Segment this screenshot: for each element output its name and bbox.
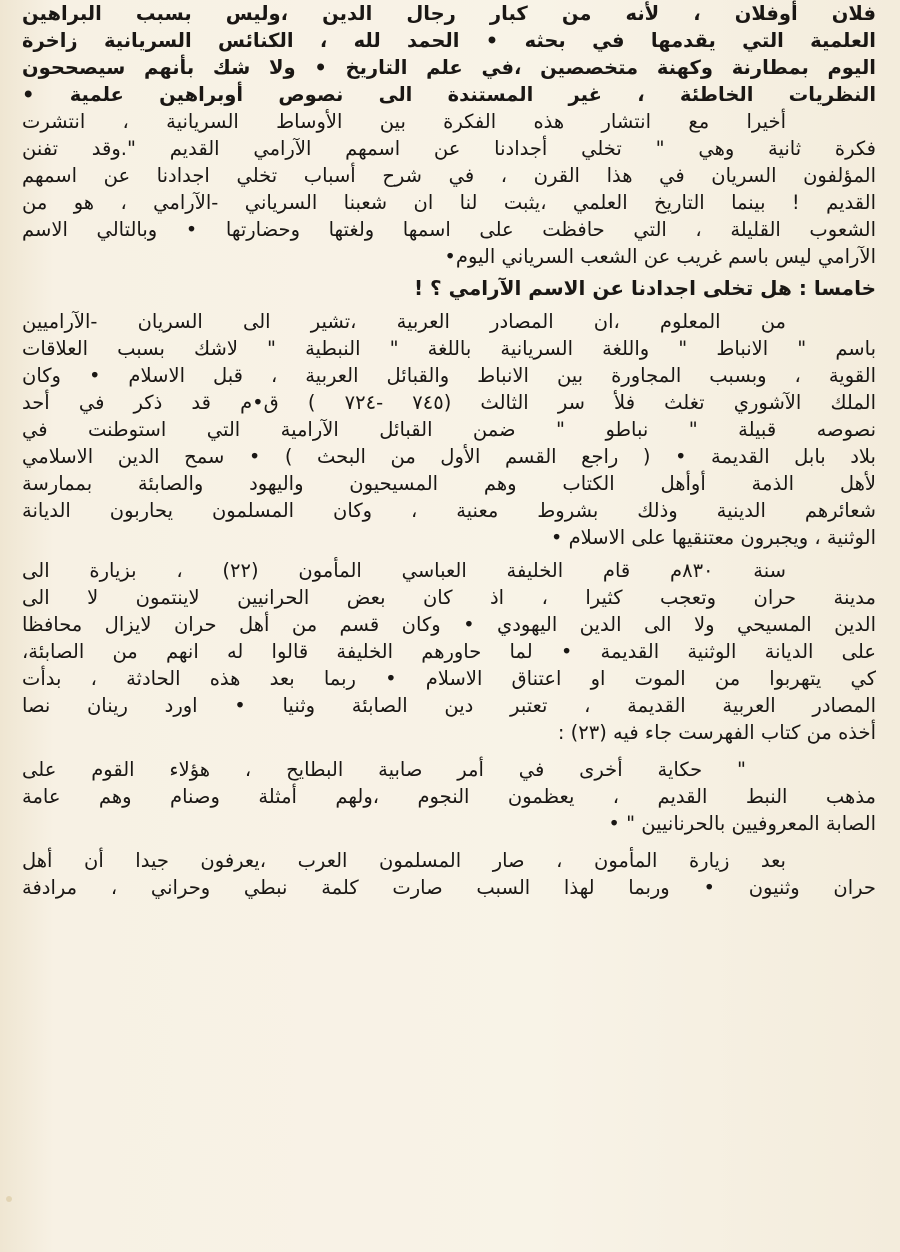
- text-line: فلان أوفلان ، لأنه من كبار رجال الدين ،وليس بسبب البراهين: [22, 2, 876, 25]
- text-line: من المعلوم ،ان المصادر العربية ،تشير الى السريان -الآراميين: [22, 310, 786, 333]
- text-line: مدينة حران وتعجب كثيرا ، اذ كان بعض الحرانيين لاينتمون لا الى: [22, 586, 876, 609]
- text-line: بلاد بابل القديمة • ( راجع القسم الأول من البحث ) • سمح الدين الاسلامي: [22, 445, 876, 468]
- text-line: على الديانة الوثنية القديمة • لما حاورهم الخليفة قالوا له انهم من الصابئة،: [22, 640, 876, 663]
- text-line: القديم ! بينما التاريخ العلمي ،يثبت لنا ان شعبنا السرياني -الآرامي ، هو من: [22, 191, 876, 214]
- text-line: نصوصه قبيلة " نباطو " ضمن القبائل الآرامية التي استوطنت في: [22, 418, 876, 441]
- text-line: الشعوب القليلة ، التي حافظت على اسمها ولغتها وحضارتها • وبالتالي الاسم: [22, 218, 876, 241]
- paper-speck: [6, 1196, 12, 1202]
- quote-line: الصابة المعروفيين بالحرنانيين " •: [608, 812, 876, 835]
- text-line: المصادر العربية القديمة ، تعتبر دين الصابئة وثنيا • اورد رينان نصا: [22, 694, 876, 717]
- paragraph-intro: [22, 0, 876, 108]
- text-line: بعد زيارة المأمون ، صار المسلمون العرب ،يعرفون جيدا أن أهل: [22, 849, 786, 872]
- text-line: النظريات الخاطئة ، غير المستندة الى نصوص أوبراهين علمية •: [22, 83, 876, 106]
- text-line: الملك الآشوري تغلث فلأ سر الثالث (٧٤٥ -٧٢٤ ) ق•م قد ذكر في أحد: [22, 391, 876, 414]
- text-line: العلمية التي يقدمها في بحثه • الحمد لله ، الكنائس السريانية زاخرة: [22, 29, 876, 52]
- text-line: أخيرا مع انتشار هذه الفكرة بين الأوساط السريانية ، انتشرت: [22, 110, 786, 133]
- text-line: المؤلفون السريان في هذا القرن ، في شرح أسباب تخلي اجدادنا عن اسمهم: [22, 164, 876, 187]
- quote-line: مذهب النبط القديم ، يعظمون النجوم ،ولهم أمثلة وصنام وهم عامة: [22, 785, 876, 808]
- text-line: أخذه من كتاب الفهرست جاء فيه (٢٣) :: [557, 721, 876, 744]
- text-line: سنة ٨٣٠م قام الخليفة العباسي المأمون (٢٢) ، بزيارة الى: [22, 559, 786, 582]
- text-line: الدين المسيحي ولا الى الدين اليهودي • وكان قسم من أهل حران لايزال محافظا: [22, 613, 876, 636]
- text-line: فكرة ثانية وهي " تخلي أجدادنا عن اسمهم الآرامي القديم ".وقد تفنن: [22, 137, 876, 160]
- text-line: لأهل الذمة أوأهل الكتاب وهم المسيحيون واليهود والصابئة بممارسة: [22, 472, 876, 495]
- paragraph-second-idea: [22, 108, 876, 270]
- text-line: اليوم بمطارنة وكهنة متخصصين ،في علم التاريخ • ولا شك بأنهم سيصححون: [22, 56, 876, 79]
- section-heading: خامسا : هل تخلى اجدادنا عن الاسم الآرامي ؟ !: [413, 276, 876, 300]
- text-line: القوية ، وبسبب المجاورة بين الانباط والقبائل العربية ، قبل الاسلام • وكان: [22, 364, 876, 387]
- text-line: حران وثنيون • وربما لهذا السبب صارت كلمة نبطي وحراني ، مرادفة: [22, 876, 876, 899]
- quote-line: " حكاية أخرى في أمر صابية البطايح ، هؤلاء القوم على: [22, 758, 746, 781]
- text-line: الوثنية ، ويجبرون معتنقيها على الاسلام •: [550, 526, 876, 549]
- text-line: شعائرهم الدينية وذلك بشروط معنية ، وكان المسلمون يحاربون الديانة: [22, 499, 876, 522]
- text-line: باسم " الانباط " واللغة السريانية باللغة " النبطية " لاشك بسبب العلاقات: [22, 337, 876, 360]
- text-line: كي يتهربوا من الموت او اعتناق الاسلام • ربما بعد هذه الحادثة ، بدأت: [22, 667, 876, 690]
- text-line: الآرامي ليس باسم غريب عن الشعب السرياني اليوم•: [444, 245, 876, 268]
- section-body: [22, 308, 876, 901]
